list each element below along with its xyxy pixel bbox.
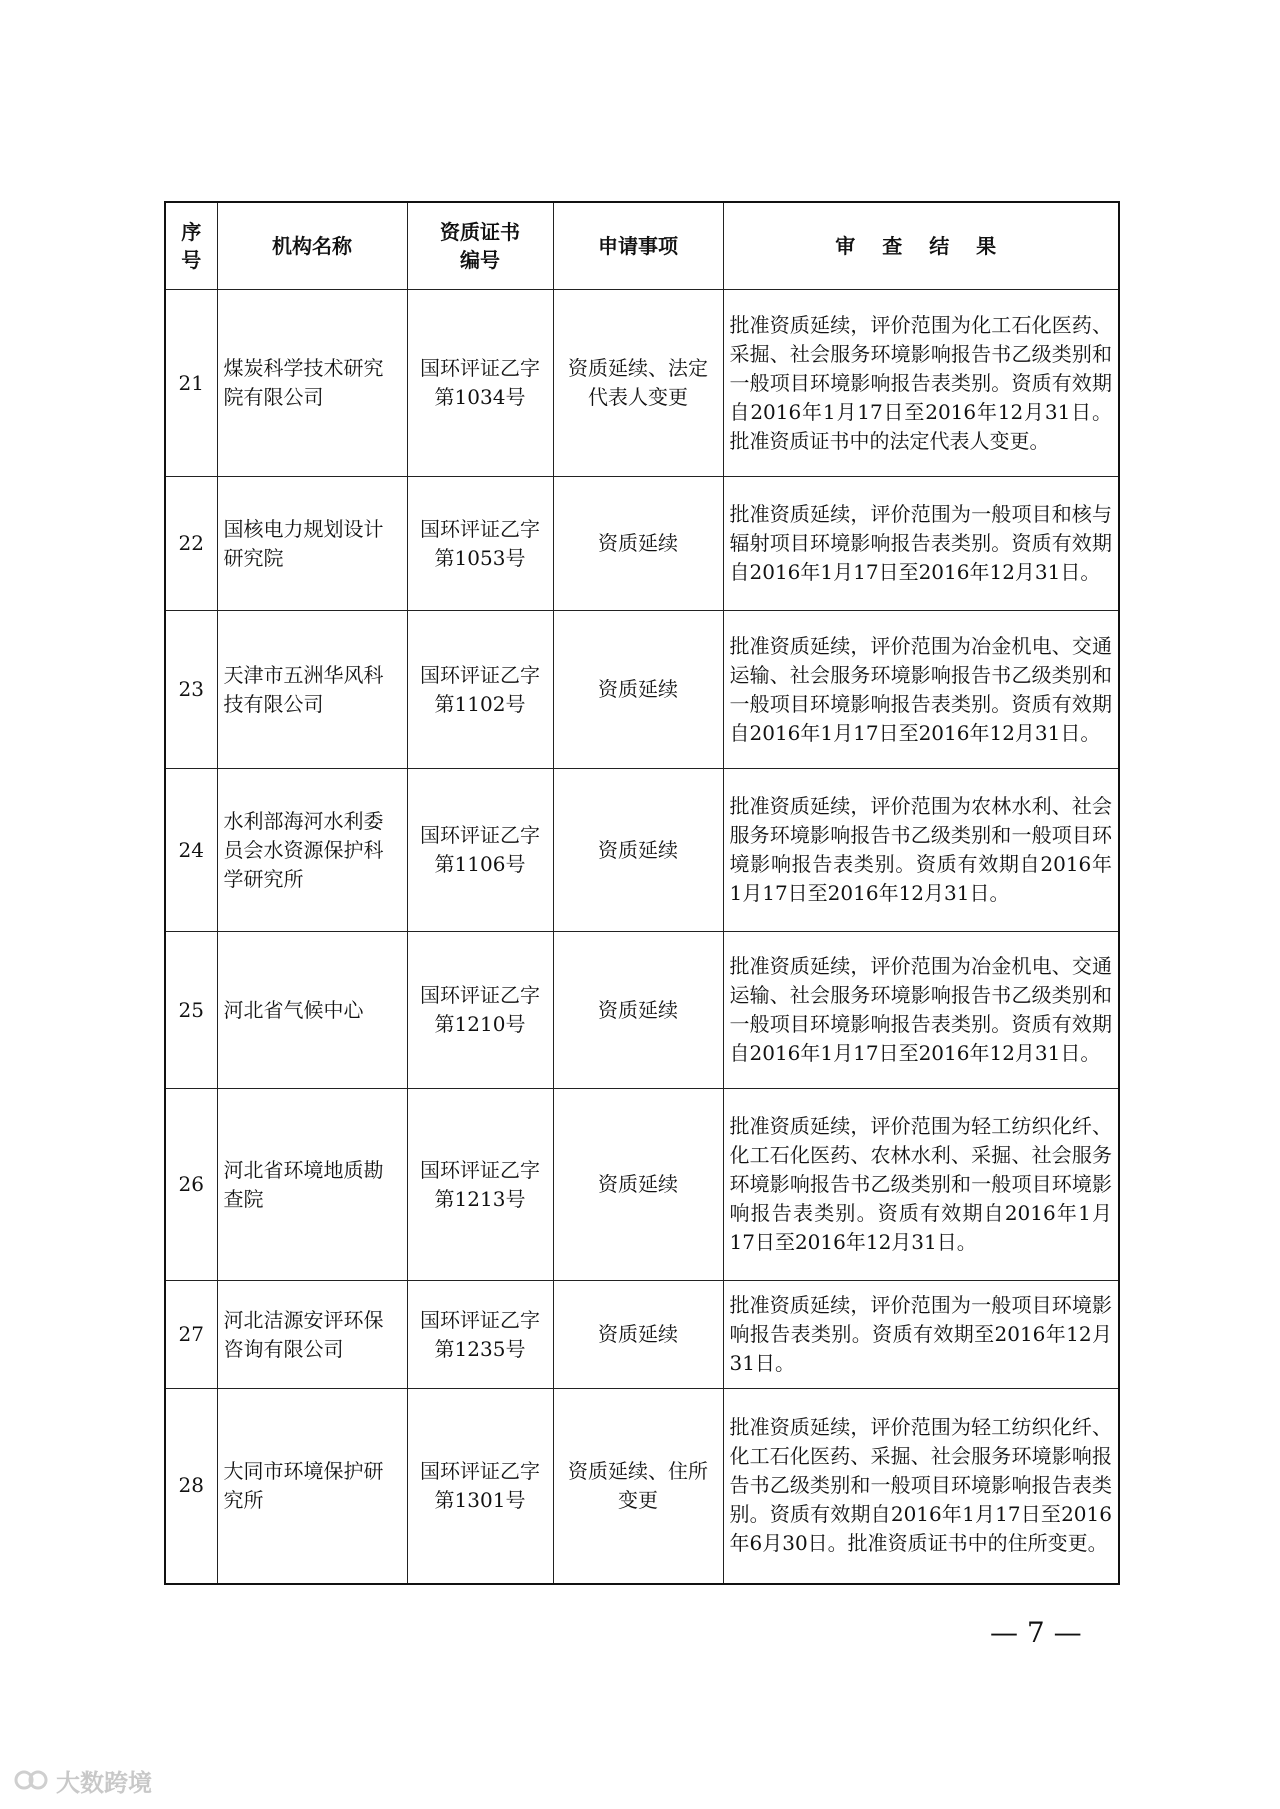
table-row	[165, 769, 1119, 932]
cell-result: 批准资质延续，评价范围为冶金机电、交通运输、社会服务环境影响报告书乙级类别和一般项目环境影响报告表类别。资质有效期自2016年1月17日至2016年12月31日。	[723, 611, 1119, 769]
table-header-row	[165, 202, 1119, 290]
header-cert-label: 资质证书编号	[440, 220, 520, 272]
cell-org: 大同市环境保护研究所	[217, 1389, 407, 1584]
cell-result: 批准资质延续，评价范围为一般项目环境影响报告表类别。资质有效期至2016年12月31日。	[723, 1281, 1119, 1389]
cell-result: 批准资质延续，评价范围为化工石化医药、采掘、社会服务环境影响报告书乙级类别和一般项目环境影响报告表类别。资质有效期自2016年1月17日至2016年12月31日。批准资质证书中的法定代表人变更。	[723, 290, 1119, 477]
watermark	[14, 1764, 152, 1796]
cell-cert: 国环评证乙字第1213号	[407, 1089, 553, 1281]
cell-index: 28	[165, 1389, 217, 1584]
cell-cert: 国环评证乙字第1102号	[407, 611, 553, 769]
header-index: 序号	[165, 202, 217, 290]
header-result: 审 查 结 果	[723, 202, 1119, 290]
table-row	[165, 1281, 1119, 1389]
header-item: 申请事项	[553, 202, 723, 290]
cell-index: 21	[165, 290, 217, 477]
cell-org: 水利部海河水利委员会水资源保护科学研究所	[217, 769, 407, 932]
cell-result: 批准资质延续，评价范围为农林水利、社会服务环境影响报告书乙级类别和一般项目环境影响报告表类别。资质有效期自2016年1月17日至2016年12月31日。	[723, 769, 1119, 932]
table-row	[165, 477, 1119, 611]
cell-org: 河北洁源安评环保咨询有限公司	[217, 1281, 407, 1389]
cell-index: 22	[165, 477, 217, 611]
watermark-text: 大数跨境	[56, 1768, 152, 1797]
table-row	[165, 1389, 1119, 1584]
watermark-logo-icon	[14, 1766, 50, 1794]
cell-item: 资质延续	[553, 1089, 723, 1281]
cell-result: 批准资质延续，评价范围为轻工纺织化纤、化工石化医药、农林水利、采掘、社会服务环境影响报告书乙级类别和一般项目环境影响报告表类别。资质有效期自2016年1月17日至2016年12月31日。	[723, 1089, 1119, 1281]
cell-index: 26	[165, 1089, 217, 1281]
cell-index: 25	[165, 932, 217, 1089]
cell-index: 23	[165, 611, 217, 769]
cell-cert: 国环评证乙字第1053号	[407, 477, 553, 611]
cell-item: 资质延续	[553, 611, 723, 769]
cell-cert: 国环评证乙字第1210号	[407, 932, 553, 1089]
cell-org: 煤炭科学技术研究院有限公司	[217, 290, 407, 477]
table-row	[165, 1089, 1119, 1281]
cell-org: 天津市五洲华风科技有限公司	[217, 611, 407, 769]
cell-item: 资质延续	[553, 769, 723, 932]
cell-item: 资质延续	[553, 932, 723, 1089]
cell-result: 批准资质延续，评价范围为一般项目和核与辐射项目环境影响报告表类别。资质有效期自2016年1月17日至2016年12月31日。	[723, 477, 1119, 611]
cell-index: 27	[165, 1281, 217, 1389]
cell-item: 资质延续	[553, 1281, 723, 1389]
cell-item: 资质延续、住所变更	[553, 1389, 723, 1584]
cell-cert: 国环评证乙字第1106号	[407, 769, 553, 932]
table-row	[165, 290, 1119, 477]
header-cert	[407, 202, 553, 290]
cell-cert: 国环评证乙字第1034号	[407, 290, 553, 477]
cell-org: 河北省环境地质勘查院	[217, 1089, 407, 1281]
cell-org: 国核电力规划设计研究院	[217, 477, 407, 611]
cell-item: 资质延续、法定代表人变更	[553, 290, 723, 477]
cell-cert: 国环评证乙字第1301号	[407, 1389, 553, 1584]
cell-org: 河北省气候中心	[217, 932, 407, 1089]
header-org: 机构名称	[217, 202, 407, 290]
cell-item: 资质延续	[553, 477, 723, 611]
cell-cert: 国环评证乙字第1235号	[407, 1281, 553, 1389]
cell-index: 24	[165, 769, 217, 932]
page-number: — 7 —	[990, 1616, 1082, 1649]
table-row	[165, 932, 1119, 1089]
review-results-table	[164, 201, 1120, 1585]
cell-result: 批准资质延续，评价范围为轻工纺织化纤、化工石化医药、采掘、社会服务环境影响报告书乙级类别和一般项目环境影响报告表类别。资质有效期自2016年1月17日至2016年6月30日。批准资质证书中的住所变更。	[723, 1389, 1119, 1584]
table-row	[165, 611, 1119, 769]
cell-result: 批准资质延续，评价范围为冶金机电、交通运输、社会服务环境影响报告书乙级类别和一般项目环境影响报告表类别。资质有效期自2016年1月17日至2016年12月31日。	[723, 932, 1119, 1089]
